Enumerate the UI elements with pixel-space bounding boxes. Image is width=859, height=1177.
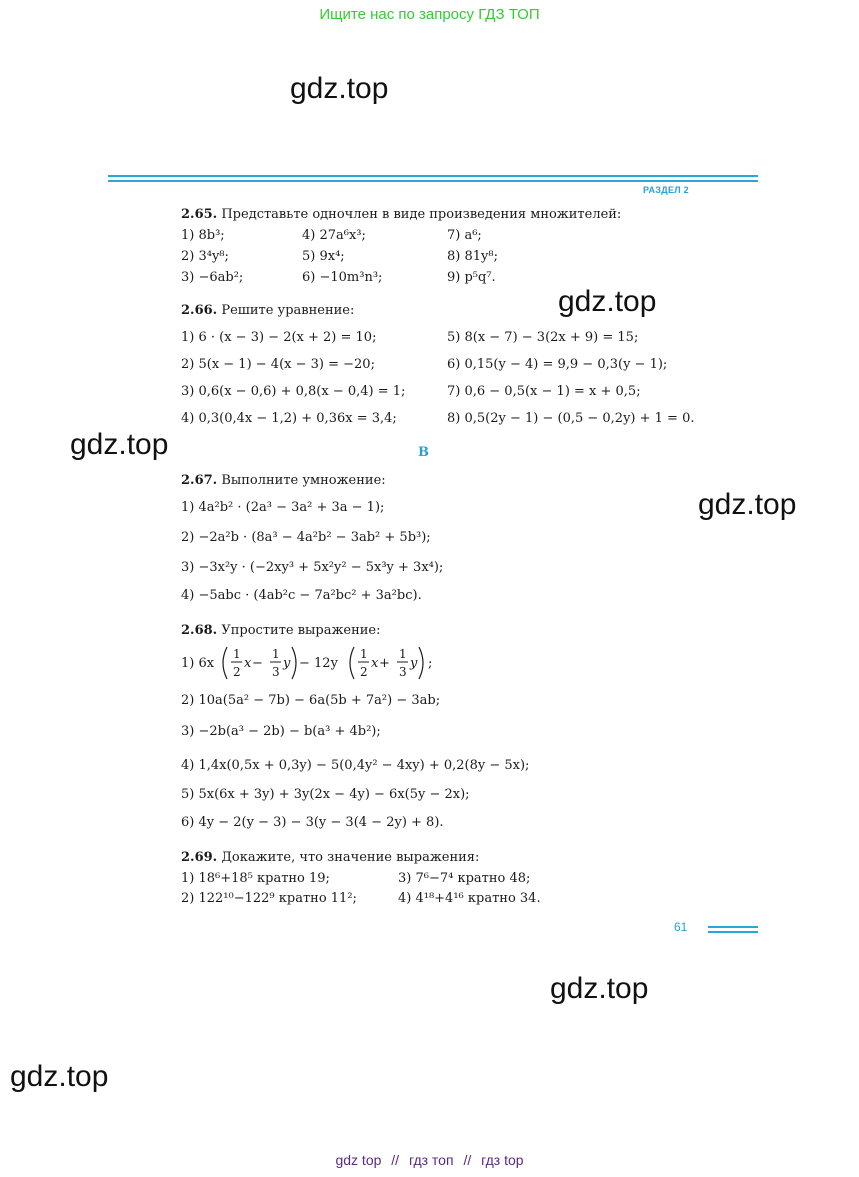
list-item: 4) 1,4x(0,5x + 0,3y) − 5(0,4y² − 4xy) + 0,2(8y − 5x); [181,758,530,773]
list-item: 1) 6 · (x − 3) − 2(x + 2) = 10; [181,330,377,345]
list-item: 6) 0,15(y − 4) = 9,9 − 0,3(y − 1); [447,357,668,372]
list-item: 3) −6ab²; [181,270,244,285]
var-y: y [410,656,418,671]
list-item: 6) 4y − 2(y − 3) − 3(y − 3(4 − 2y) + 8). [181,815,444,830]
paren-right [292,647,296,679]
list-item: 3) 0,6(x − 0,6) + 0,8(x − 0,4) = 1; [181,384,406,399]
exercise-2-67-heading: 2.67. Выполните умножение: [181,473,386,488]
paren-left [223,647,227,679]
frac-den: 2 [360,665,368,679]
frac-den: 3 [272,665,280,679]
footer-rule [708,926,758,928]
var-x: x [244,656,252,671]
list-item: 4) 4¹⁸+4¹⁶ кратно 34. [398,891,541,906]
paren-right [419,647,423,679]
exercise-2-66-heading: 2.66. Решите уравнение: [181,303,355,318]
exercise-2-65-heading: 2.65. Представьте одночлен в виде произведения множителей: [181,207,622,222]
item-prefix: 1) 6x [181,656,215,671]
frac-den: 2 [233,665,241,679]
list-item: 9) p⁵q⁷. [447,270,496,285]
section-label: РАЗДЕЛ 2 [643,185,689,195]
list-item: 3) −3x²y · (−2xy³ + 5x²y² − 5x³y + 3x⁴); [181,560,444,575]
op-minus: − [252,656,263,671]
link-gdz-top[interactable]: gdz top [335,1152,382,1168]
paren-left [350,647,354,679]
watermark: gdz.top [290,72,389,105]
separator: // [463,1152,472,1168]
var-y: y [283,656,291,671]
list-item: 5) 5x(6x + 3y) + 3y(2x − 4y) − 6x(5y − 2x); [181,787,470,802]
list-item: 1) 18⁶+18⁵ кратно 19; [181,871,330,886]
item-end: ; [428,656,433,671]
list-item: 2) 10a(5a² − 7b) − 6a(5b + 7a²) − 3ab; [181,693,441,708]
list-item: 3) 7⁶−7⁴ кратно 48; [398,871,531,886]
list-item: 2) 5(x − 1) − 4(x − 3) = −20; [181,357,375,372]
frac-num: 1 [233,647,241,661]
list-item: 4) 27a⁶x³; [302,228,366,243]
list-item: 8) 81y⁸; [447,249,498,264]
list-item: 4) 0,3(0,4x − 1,2) + 0,36x = 3,4; [181,411,397,426]
frac-num: 1 [360,647,368,661]
op-plus: + [379,656,390,671]
item-mid: − 12y [299,656,338,671]
bottom-links [0,1152,859,1168]
watermark: gdz.top [70,428,169,461]
page-number: 61 [674,920,688,934]
list-item: 1) 4a²b² · (2a³ − 3a² + 3a − 1); [181,500,385,515]
watermark: gdz.top [698,488,797,521]
list-item: 4) −5abc · (4ab²c − 7a²bc² + 3a²bc). [181,588,422,603]
list-item: 7) a⁶; [447,228,482,243]
level-letter: B [418,445,429,460]
watermark: gdz.top [550,972,649,1005]
list-item: 6) −10m³n³; [302,270,383,285]
frac-num: 1 [399,647,407,661]
top-banner[interactable]: Ищите нас по запросу ГДЗ ТОП [319,6,540,23]
watermark: gdz.top [10,1060,109,1093]
var-x: x [371,656,379,671]
list-item: 2) −2a²b · (8a³ − 4a²b² − 3ab² + 5b³); [181,530,431,545]
list-item: 2) 3⁴y⁸; [181,249,229,264]
separator: // [391,1152,400,1168]
list-item: 3) −2b(a³ − 2b) − b(a³ + 4b²); [181,724,381,739]
frac-num: 1 [272,647,280,661]
exercise-2-68-heading: 2.68. Упростите выражение: [181,623,381,638]
list-item: 7) 0,6 − 0,5(x − 1) = x + 0,5; [447,384,641,399]
header-rule [108,180,758,182]
list-item: 1) 8b³; [181,228,225,243]
watermark: gdz.top [558,285,657,318]
list-item: 5) 9x⁴; [302,249,345,264]
list-item: 5) 8(x − 7) − 3(2x + 9) = 15; [447,330,639,345]
list-item: 2) 122¹⁰−122⁹ кратно 11²; [181,891,357,906]
link-gdz-top-mixed[interactable]: гдз top [481,1152,524,1168]
list-item: 8) 0,5(2y − 1) − (0,5 − 0,2y) + 1 = 0. [447,411,695,426]
footer-rule [708,931,758,933]
exercise-2-69-heading: 2.69. Докажите, что значение выражения: [181,850,480,865]
frac-den: 3 [399,665,407,679]
link-gdz-top-ru[interactable]: гдз топ [408,1152,454,1168]
exercise-2-68-item-1 [181,643,441,683]
header-rule [108,175,758,177]
